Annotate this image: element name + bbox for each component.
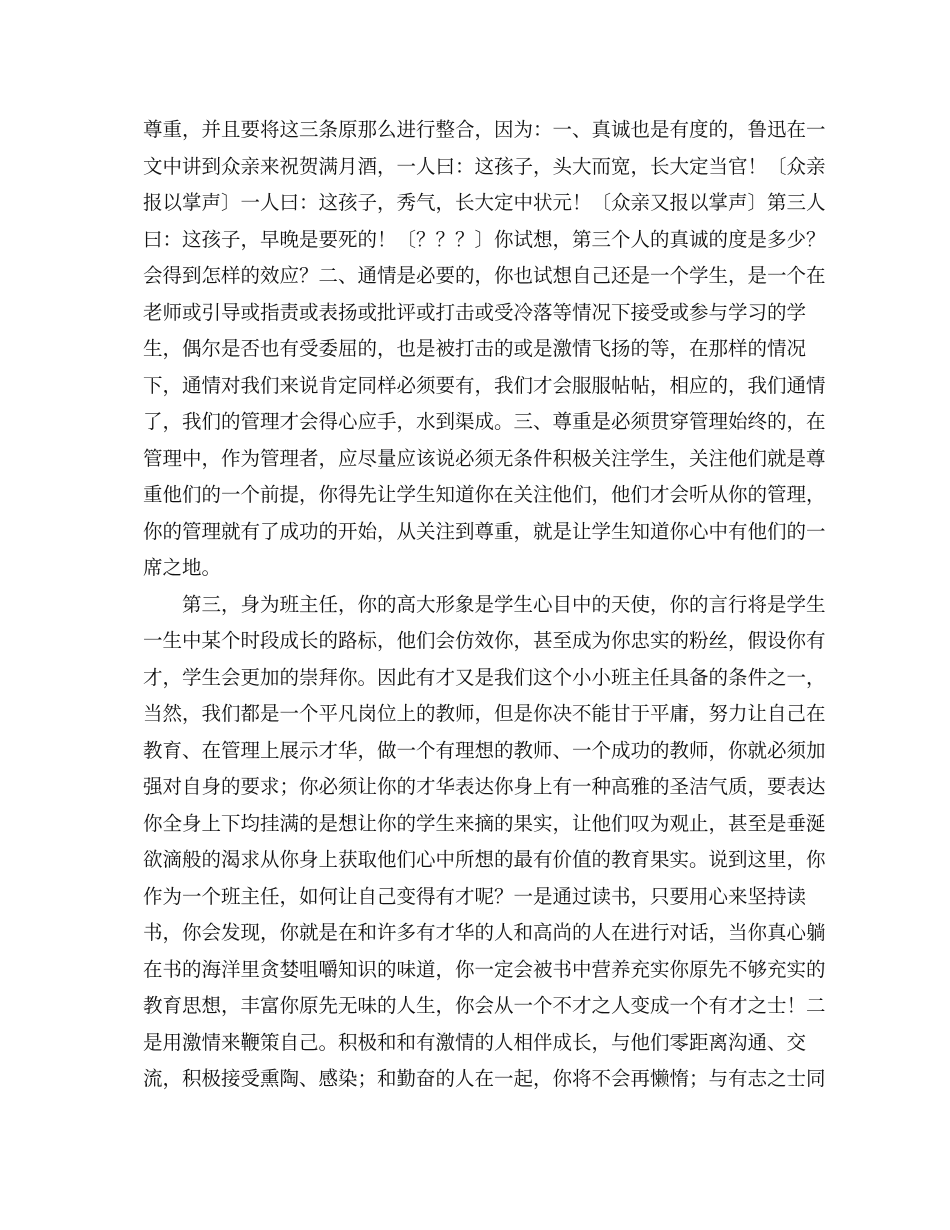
text-line: 会得到怎样的效应？二、通情是必要的，你也试想自己还是一个学生，是一个在 — [143, 264, 826, 287]
text-line: 教育、在管理上展示才华，做一个有理想的教师、一个成功的教师，你就必须加 — [143, 738, 826, 762]
text-line: 了，我们的管理才会得心应手，水到渠成。三、尊重是必须贯穿管理始终的，在 — [143, 410, 826, 433]
text-line: 当然，我们都是一个平凡岗位上的教师，但是你决不能甘于平庸，努力让自己在 — [143, 702, 826, 725]
document-page — [143, 112, 826, 1098]
text-line: 重他们的一个前提，你得先让学生知道你在关注他们，他们才会听从你的管理， — [143, 483, 826, 506]
text-line: 欲滴般的渴求从你身上获取他们心中所想的最有价值的教育果实。说到这里，你 — [143, 848, 826, 871]
text-line: 尊重，并且要将这三条原那么进行整合，因为：一、真诚也是有度的，鲁迅在一 — [143, 118, 826, 141]
text-line: 一生中某个时段成长的路标，他们会仿效你，甚至成为你忠实的粉丝，假设你有 — [143, 629, 826, 652]
text-line: 流，积极接受熏陶、感染；和勤奋的人在一起，你将不会再懒惰；与有志之士同 — [143, 1067, 826, 1090]
text-line: 你的管理就有了成功的开始，从关注到尊重，就是让学生知道你心中有他们的一 — [143, 519, 826, 543]
paragraph-2 — [143, 587, 826, 1098]
text-line: 你全身上下均挂满的是想让你的学生来摘的果实，让他们叹为观止，甚至是垂涎 — [143, 811, 826, 835]
text-line: 下，通情对我们来说肯定同样必须要有，我们才会服服帖帖，相应的，我们通情 — [143, 373, 826, 397]
text-line: 在书的海洋里贪婪咀嚼知识的味道，你一定会被书中营养充实你原先不够充实的 — [143, 957, 826, 981]
text-line: 老师或引导或指责或表扬或批评或打击或受冷落等情况下接受或参与学习的学 — [143, 300, 807, 324]
text-line: 才，学生会更加的崇拜你。因此有才又是我们这个小小班主任具备的条件之一， — [143, 665, 826, 689]
text-line: 报以掌声〕一人曰：这孩子，秀气，长大定中状元！〔众亲又报以掌声〕第三人 — [143, 191, 826, 214]
text-line: 席之地。 — [143, 556, 222, 579]
text-line: 教育思想，丰富你原先无味的人生，你会从一个不才之人变成一个有才之士！二 — [143, 994, 826, 1017]
text-line-indented: 第三，身为班主任，你的高大形象是学生心目中的天使，你的言行将是学生 — [182, 592, 826, 616]
text-line: 生，偶尔是否也有受委屈的，也是被打击的或是激情飞扬的等，在那样的情况 — [143, 337, 807, 360]
text-line: 作为一个班主任，如何让自己变得有才呢？一是通过读书，只要用心来坚持读 — [143, 884, 807, 908]
paragraph-1 — [143, 112, 826, 587]
text-line: 是用激情来鞭策自己。积极和和有激情的人相伴成长，与他们零距离沟通、交 — [143, 1030, 807, 1054]
text-line: 曰：这孩子，早晚是要死的！〔？？？〕你试想，第三个人的真诚的度是多少？ — [143, 227, 826, 251]
text-line: 书，你会发现，你就是在和许多有才华的人和高尚的人在进行对话，当你真心躺 — [143, 921, 826, 944]
text-line: 管理中，作为管理者，应尽量应该说必须无条件积极关注学生，关注他们就是尊 — [143, 446, 826, 470]
text-line: 强对自身的要求；你必须让你的才华表达你身上有一种高雅的圣洁气质，要表达 — [143, 775, 826, 798]
text-line: 文中讲到众亲来祝贺满月酒，一人曰：这孩子，头大而宽，长大定当官！〔众亲 — [143, 154, 826, 178]
